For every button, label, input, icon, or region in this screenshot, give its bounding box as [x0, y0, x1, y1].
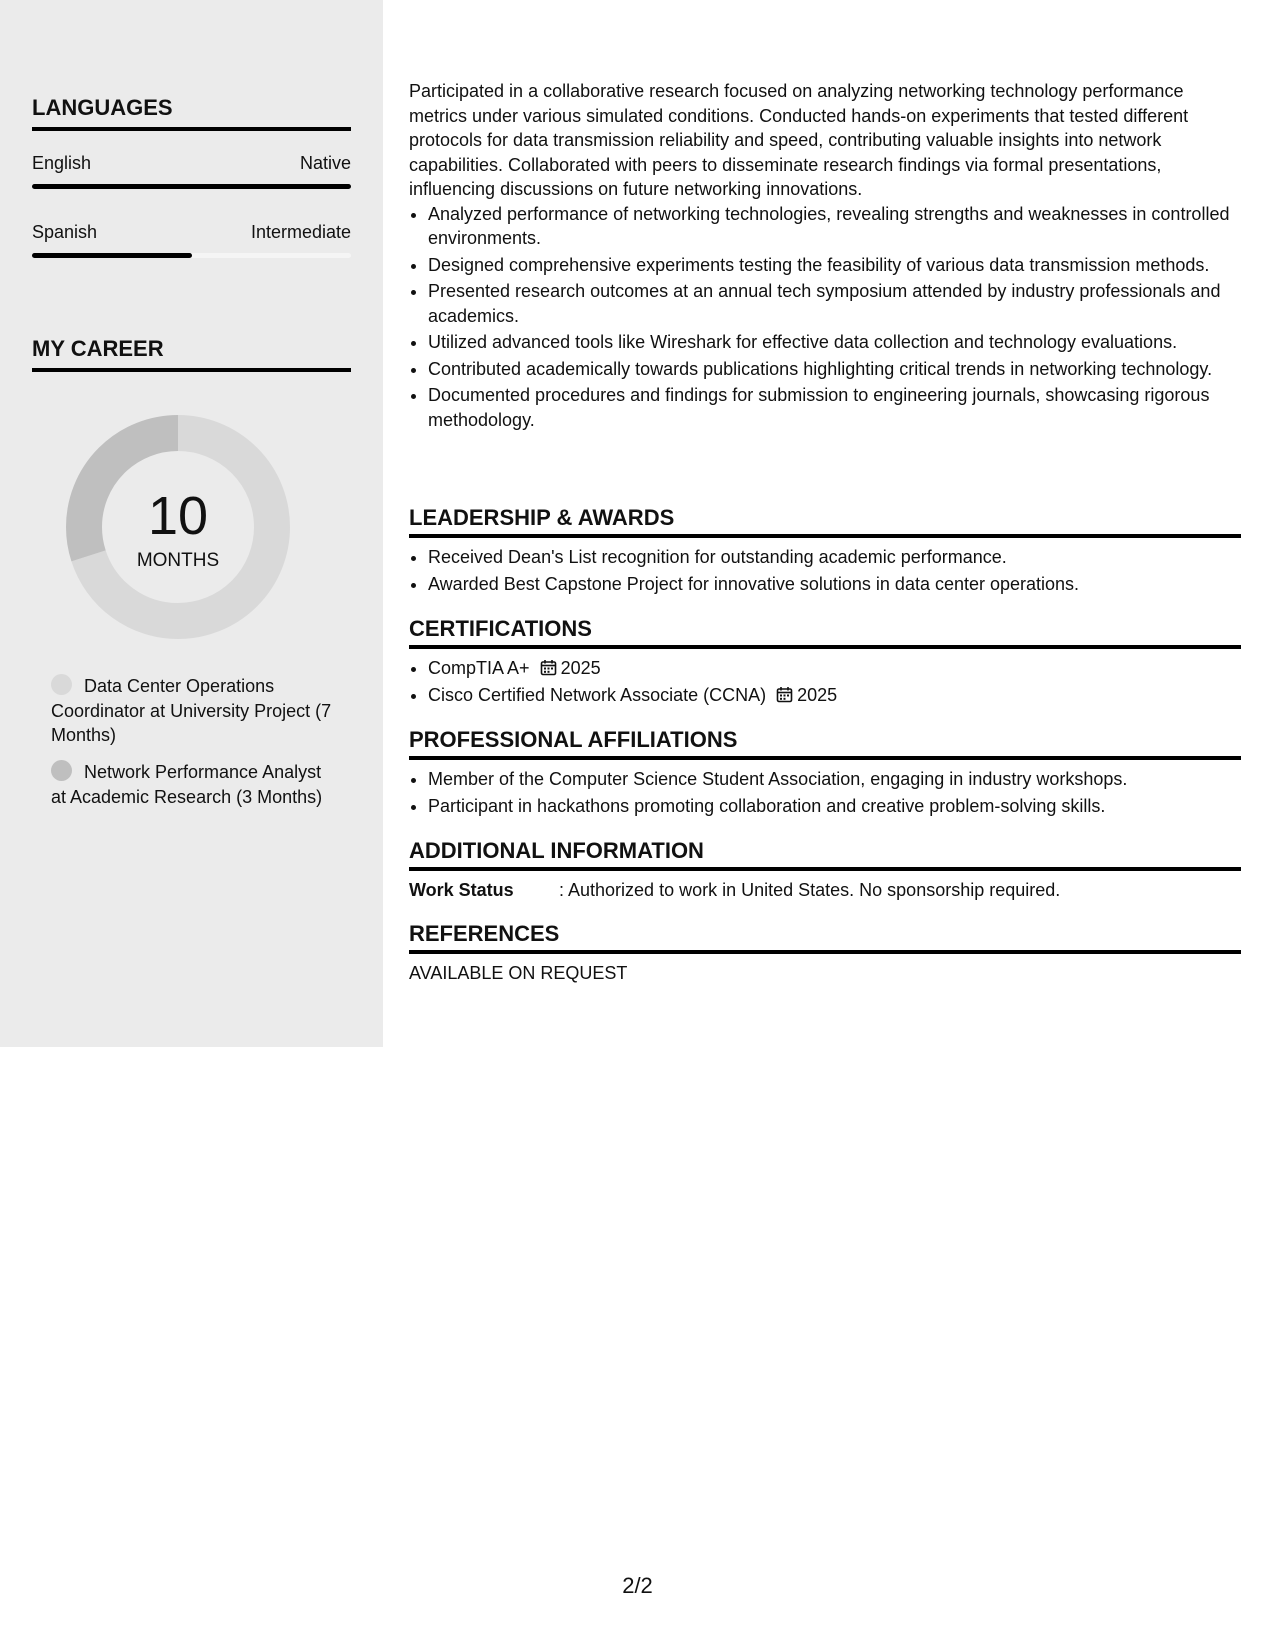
list-item: • Contributed academically towards publications highlighting critical trends in networking technology. — [428, 357, 1241, 382]
list-item: • Received Dean's List recognition for outstanding academic performance. — [428, 545, 1241, 570]
language-row-english — [32, 152, 351, 174]
list-item: • Awarded Best Capstone Project for innovative solutions in data center operations. — [428, 572, 1241, 597]
language-level: Native — [299, 153, 351, 173]
calendar-icon — [776, 686, 793, 703]
research-description — [409, 79, 1241, 434]
languages-heading: LANGUAGES — [32, 95, 351, 131]
certifications-section — [409, 656, 1241, 709]
certification-name: CompTIA A+ — [428, 658, 530, 678]
certification-year: 2025 — [797, 684, 838, 705]
list-item: • Presented research outcomes at an annual tech symposium attended by industry professionals and academics. — [428, 279, 1241, 328]
list-item: • Designed comprehensive experiments testing the feasibility of various data transmission methods. — [428, 253, 1241, 278]
career-item-label: Data Center Operations Coordinator at University Project (7 Months) — [51, 676, 332, 745]
language-level: Intermediate — [250, 222, 351, 242]
research-summary: Participated in a collaborative research focused on analyzing networking technology performance metrics under various simulated conditions. Conducted hands-on experiments that tested different protocols for data transmission reliability and speed, contributing valuable insights into network capabilities. Collaborated with peers to disseminate research findings via formal presentations, influencing discussions on future networking innovations. — [409, 81, 1189, 199]
list-item: • Utilized advanced tools like Wireshark for effective data collection and technology evaluations. — [428, 330, 1241, 355]
certification-name: Cisco Certified Network Associate (CCNA) — [428, 684, 767, 705]
career-total-unit: MONTHS — [136, 550, 220, 571]
career-dot — [51, 674, 72, 695]
certifications-heading: CERTIFICATIONS — [409, 616, 1241, 649]
list-item — [428, 656, 1241, 681]
leadership-section — [409, 545, 1241, 598]
list-item: • Participant in hackathons promoting collaboration and creative problem-solving skills. — [428, 794, 1241, 819]
references-text: AVAILABLE ON REQUEST — [409, 963, 628, 983]
certifications-list — [409, 656, 1241, 707]
sidebar — [0, 0, 383, 1047]
page-number: 2/2 — [622, 1573, 653, 1598]
research-bullets — [409, 202, 1241, 433]
career-heading: MY CAREER — [32, 336, 351, 372]
language-name: Spanish — [32, 222, 98, 242]
leadership-heading: LEADERSHIP & AWARDS — [409, 505, 1241, 538]
additional-info-heading: ADDITIONAL INFORMATION — [409, 838, 1241, 871]
career-item-label: Network Performance Analyst at Academic Research (3 Months) — [51, 762, 323, 807]
career-item-network — [51, 760, 341, 809]
language-bar-fill — [32, 184, 351, 189]
work-status-row — [409, 878, 1241, 902]
affiliations-section — [409, 767, 1241, 820]
affiliations-heading: PROFESSIONAL AFFILIATIONS — [409, 727, 1241, 760]
list-item: • Analyzed performance of networking technologies, revealing strengths and weaknesses in controlled environments. — [428, 202, 1241, 251]
calendar-icon — [540, 659, 557, 676]
career-item-datacenter — [51, 674, 341, 748]
work-status-label: Work Status — [409, 880, 514, 900]
references-heading: REFERENCES — [409, 921, 1241, 954]
language-name: English — [32, 153, 92, 173]
career-dot — [51, 760, 72, 781]
list-item — [428, 683, 1241, 708]
language-bar-english — [32, 184, 351, 189]
list-item: • Documented procedures and findings for submission to engineering journals, showcasing rigorous methodology. — [428, 383, 1241, 432]
language-bar-spanish — [32, 253, 351, 258]
career-total-value: 10 — [147, 486, 209, 546]
leadership-list — [409, 545, 1241, 596]
language-bar-fill — [32, 253, 192, 258]
certification-year: 2025 — [560, 658, 601, 678]
affiliations-list — [409, 767, 1241, 818]
list-item: • Member of the Computer Science Student Association, engaging in industry workshops. — [428, 767, 1241, 792]
work-status-value: : Authorized to work in United States. No sponsorship required. — [559, 880, 1061, 900]
language-row-spanish — [32, 221, 351, 243]
